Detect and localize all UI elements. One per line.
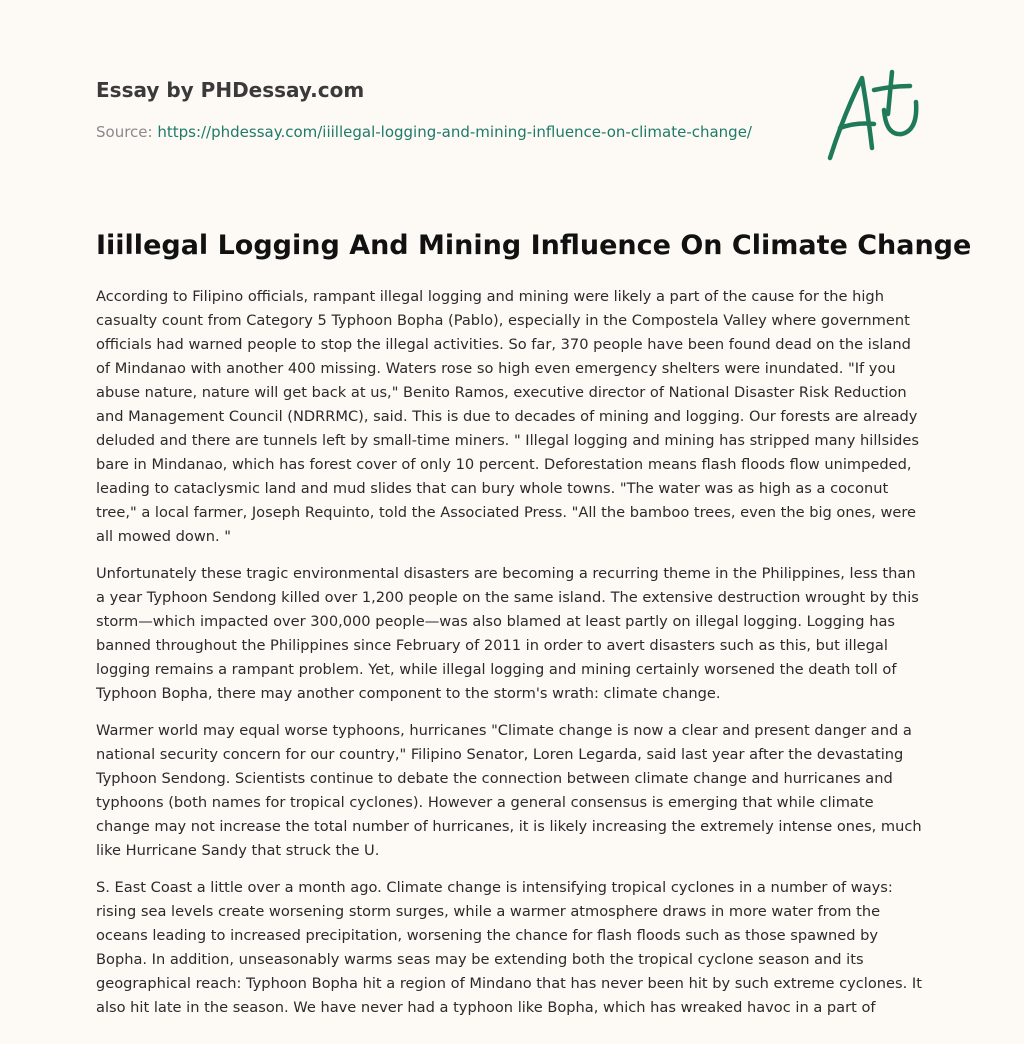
- source-link[interactable]: https://phdessay.com/iiillegal-logging-and-mining-influence-on-climate-change/: [157, 123, 752, 141]
- source-line: [96, 122, 796, 142]
- essay-title: Iiillegal Logging And Mining Influence On Climate Change: [96, 230, 972, 261]
- essay-paragraph: Unfortunately these tragic environmental disasters are becoming a recurring theme in the Philippines, less than a year Typhoon Sendong killed over 1,200 people on the same island. The extensive destruction wrought by this storm—which impacted over 300,000 people—was also blamed at least partly on illegal logging. Logging has banned throughout the Philippines since February of 2011 in order to avert disasters such as this, but illegal logging remains a rampant problem. Yet, while illegal logging and mining certainly worsened the death toll of Typhoon Bopha, there may another component to the storm's wrath: climate change.: [96, 565, 919, 702]
- essay-paragraph: According to Filipino officials, rampant illegal logging and mining were likely a part of the cause for the high casualty count from Category 5 Typhoon Bopha (Pablo), especially in the Compostela Valley where government officials had warned people to stop the illegal activities. So far, 370 people have been found dead on the island of Mindanao with another 400 missing. Waters rose so high even emergency shelters were inundated. "If you abuse nature, nature will get back at us," Benito Ramos, executive director of National Disaster Risk Reduction and Management Council (NDRRMC), said. This is due to decades of mining and logging. Our forests are already deluded and there are tunnels left by small-time miners. " Illegal logging and mining has stripped many hillsides bare in Mindanao, which has forest cover of only 10 percent. Deforestation means flash floods flow unimpeded, leading to cataclysmic land and mud slides that can bury whole towns. "The water was as high as a coconut tree," a local farmer, Joseph Requinto, told the Associated Press. "All the bamboo trees, even the big ones, were all mowed down. ": [96, 288, 919, 545]
- essay-paragraph: S. East Coast a little over a month ago. Climate change is intensifying tropical cyclones in a number of ways: rising sea levels create worsening storm surges, while a warmer atmosphere draws in more water from the oceans leading to increased precipitation, worsening the chance for flash floods such as those spawned by Bopha. In addition, unseasonably warms seas may be extending both the tropical cyclone season and its geographical reach: Typhoon Bopha hit a region of Mindano that has never been hit by such extreme cyclones. It also hit late in the season. We have never had a typhoon like Bopha, which has wreaked havoc in a part of: [96, 879, 922, 1016]
- source-label: Source:: [96, 123, 158, 141]
- essay-body: [96, 285, 928, 1033]
- a-plus-logo-svg: [818, 64, 928, 164]
- a-plus-logo-icon: [818, 64, 928, 164]
- site-title: Essay by PHDessay.com: [96, 78, 365, 102]
- essay-header: [96, 72, 796, 142]
- essay-paragraph: Warmer world may equal worse typhoons, hurricanes "Climate change is now a clear and present danger and a national security concern for our country," Filipino Senator, Loren Legarda, said last year after the devastating Typhoon Sendong. Scientists continue to debate the connection between climate change and hurricanes and typhoons (both names for tropical cyclones). However a general consensus is emerging that while climate change may not increase the total number of hurricanes, it is likely increasing the extremely intense ones, much like Hurricane Sandy that struck the U.: [96, 722, 922, 859]
